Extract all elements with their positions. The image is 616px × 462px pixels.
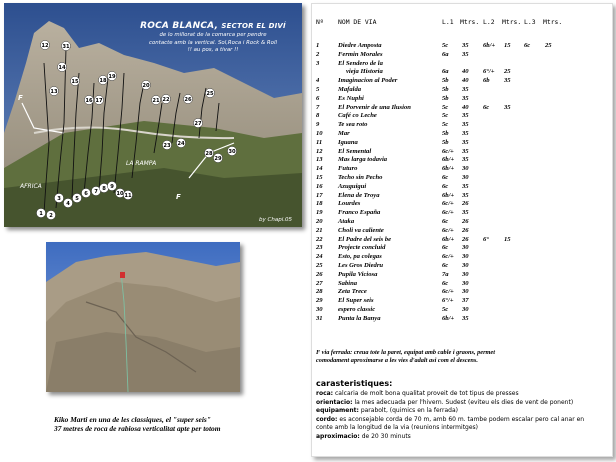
cell-l1: 6c — [442, 244, 449, 252]
cell-l1: 5b — [442, 94, 449, 102]
cell-n: 31 — [316, 314, 323, 322]
cell-name: Projecte concluid — [338, 244, 386, 252]
cell-m1: 30 — [462, 306, 469, 313]
cell-name: Les Gros Diedru — [338, 262, 384, 269]
cell-m2: 35 — [504, 77, 511, 85]
cell-l1: 5c — [442, 121, 449, 129]
characteristics-title: carasteristiques: — [316, 379, 393, 388]
cell-l1: 6b/+ — [442, 314, 455, 322]
cell-name: Mafalda — [338, 86, 362, 93]
label-africa: AFRICA — [20, 183, 42, 190]
cell-l1: 5b — [442, 77, 449, 85]
cell-m1: 35 — [462, 182, 469, 190]
cell-m1: 35 — [462, 191, 469, 199]
cell-name: Sabina — [338, 279, 358, 287]
cell-n: 16 — [316, 182, 323, 190]
cell-l1: 6c — [442, 279, 449, 287]
characteristic-text: conte amb la longitud de la via (reunions intermitges) — [316, 424, 479, 432]
cell-l2: 6b — [483, 77, 490, 85]
route-marker-number: 12 — [41, 42, 49, 49]
route-marker-number: 30 — [228, 148, 236, 155]
cell-m1: 37 — [462, 297, 469, 305]
cell-m2: 25 — [504, 68, 511, 76]
cell-n: 27 — [316, 279, 323, 287]
cell-m1: 30 — [462, 165, 469, 173]
cell-l2: 6b/+ — [483, 42, 496, 49]
cell-l1: 6a — [442, 68, 449, 76]
cell-n: 1 — [316, 42, 320, 49]
cell-n: 3 — [316, 59, 320, 67]
cell-n: 19 — [316, 209, 323, 217]
route-marker-number: 24 — [177, 140, 185, 147]
cell-m2: 15 — [504, 235, 511, 243]
route-marker-number: 19 — [108, 73, 116, 80]
cell-l2: 6°/+ — [483, 68, 495, 76]
route-marker-number: 7 — [94, 188, 98, 195]
header-l1: L.1 — [442, 18, 454, 26]
cell-m1: 40 — [462, 103, 469, 111]
cell-m1: 35 — [462, 112, 469, 120]
route-marker-number: 3 — [57, 195, 61, 202]
climber-illustration — [46, 242, 240, 392]
cell-n: 15 — [316, 174, 323, 181]
cell-name: Ataka — [338, 218, 355, 225]
cell-name: Techo sin Pecho — [338, 174, 383, 181]
cell-l1: 6b/+ — [442, 165, 455, 173]
note-line-2: comodament aproximarse a les vies d'adalt asi com el descens. — [316, 357, 478, 364]
cell-m2: 35 — [504, 103, 511, 111]
header-number: Nº — [316, 18, 324, 26]
route-marker-number: 8 — [102, 185, 106, 192]
route-marker-number: 26 — [184, 96, 192, 103]
characteristic-line — [316, 424, 610, 432]
cell-n: 29 — [316, 297, 323, 305]
route-marker-number: 31 — [62, 43, 70, 50]
route-marker-number: 6 — [84, 190, 88, 197]
cell-l1: 6c/+ — [442, 200, 454, 208]
cell-m1: 35 — [462, 94, 469, 102]
cell-n: 13 — [316, 156, 323, 164]
route-marker-number: 2 — [49, 212, 53, 219]
route-marker-number: 1 — [39, 210, 43, 217]
cell-l1: 6c — [442, 262, 449, 269]
cell-n: 21 — [316, 226, 323, 234]
cell-l1: 5c — [442, 306, 449, 313]
characteristic-text: de 20 30 minuts — [359, 433, 411, 440]
route-marker-number: 17 — [95, 97, 103, 104]
route-marker-number: 14 — [58, 64, 66, 71]
cell-m2: 15 — [504, 42, 511, 49]
route-marker-number: 11 — [124, 192, 132, 199]
cell-name: El Super seis — [338, 297, 374, 305]
cell-name: Choli va caliente — [338, 226, 384, 234]
route-marker-number: 10 — [116, 190, 124, 197]
characteristic-key: roca: — [316, 390, 334, 397]
topo-title — [124, 21, 302, 54]
cell-name: espero classic — [338, 306, 376, 313]
cell-l1: 7a — [442, 270, 449, 278]
route-marker-number: 25 — [206, 90, 214, 97]
cell-l1: 5b — [442, 130, 449, 137]
topo-subtitle-2: contacte amb la vertical. Sol,Roca i Rock & Roll — [149, 39, 277, 46]
cell-m1: 35 — [462, 156, 469, 164]
header-name: NOM DE VIA — [338, 18, 377, 26]
cell-n: 24 — [316, 253, 323, 261]
cell-l1: 6c — [442, 174, 449, 181]
cell-m1: 30 — [462, 270, 469, 278]
cell-n: 20 — [316, 218, 323, 225]
cell-name: Iguana — [338, 138, 358, 146]
characteristic-line — [316, 399, 610, 407]
route-marker-number: 9 — [110, 183, 114, 190]
cell-l2: 6c — [483, 103, 490, 111]
cell-name: Café co Leche — [338, 112, 377, 120]
cell-l1: 6c/+ — [442, 288, 454, 296]
header-mtrs-2: Mtrs. — [502, 18, 522, 26]
cell-m1: 26 — [462, 200, 469, 208]
cell-n: 14 — [316, 165, 323, 173]
route-marker-number: 22 — [162, 96, 170, 103]
route-marker-number: 18 — [99, 77, 107, 84]
topo-photo — [4, 3, 302, 227]
route-marker-number: 27 — [194, 120, 202, 127]
route-marker-number: 5 — [75, 195, 79, 202]
cell-name: Pupila Viciosa — [338, 270, 378, 278]
topo-subtitle-3: !! au pos, a tivar !! — [187, 47, 239, 53]
cell-m1: 35 — [462, 209, 469, 217]
label-ferrada-2: F — [176, 193, 181, 201]
cell-m1: 30 — [462, 288, 469, 296]
cell-name: Lourdes — [338, 200, 361, 208]
characteristic-text: es aconsejable corda de 70 m, amb 60 m. tambe podem escalar pero cal anar en — [337, 415, 585, 423]
header-l3: L.3 — [524, 18, 536, 26]
topo-title-sector: SECTOR EL DIVÍ — [221, 22, 286, 30]
route-marker-number: 29 — [214, 155, 222, 162]
cell-m1: 26 — [462, 226, 469, 234]
cell-name: Zeta Trece — [338, 288, 367, 296]
cell-l1: 6a — [442, 50, 449, 58]
cell-name: El Semental — [338, 147, 372, 155]
characteristic-line — [316, 433, 610, 441]
cell-l1: 6°/+ — [442, 297, 454, 305]
cell-name: Azuguigui — [338, 182, 367, 190]
cell-n: 18 — [316, 200, 323, 208]
cell-n: 4 — [316, 77, 320, 85]
cell-l1: 5c — [442, 103, 449, 111]
cell-l1: 6c/+ — [442, 147, 454, 155]
cell-m1: 40 — [462, 77, 469, 85]
cell-m1: 30 — [462, 174, 469, 181]
characteristic-text: la mes adecuada per l'hivern. Sudest (eviteu els dies de vent de ponent) — [352, 398, 574, 406]
cell-name: Franco España — [338, 209, 381, 217]
characteristic-key: equipament: — [316, 407, 359, 415]
cell-name: Mas larga todavia — [338, 156, 388, 164]
characteristic-key: cordo: — [316, 415, 338, 423]
route-marker-number: 28 — [205, 150, 213, 157]
cell-m1: 35 — [462, 314, 469, 322]
cell-l1: 6c — [442, 218, 449, 225]
cell-name: Punta la Banya — [338, 314, 381, 322]
cell-l1: 6c — [442, 182, 449, 190]
route-marker-number: 23 — [163, 142, 171, 149]
topo-subtitle-1: de lo millorat de la comarca per pendre — [159, 32, 267, 38]
route-marker-number: 16 — [85, 97, 93, 104]
characteristic-key: aproximacio: — [316, 433, 360, 440]
cell-n: 7 — [316, 103, 320, 111]
climber-figure — [120, 272, 125, 278]
header-l2: L.2 — [483, 18, 495, 26]
cell-l1: 6c/+ — [442, 253, 454, 261]
cell-m1: 30 — [462, 244, 469, 252]
cell-m1: 30 — [462, 262, 469, 269]
cell-n: 23 — [316, 244, 323, 252]
header-mtrs-1: Mtrs. — [460, 18, 480, 26]
cell-n: 6 — [316, 94, 320, 102]
topo-title-main: ROCA BLANCA, — [140, 21, 219, 31]
cell-m1: 30 — [462, 279, 469, 287]
cell-l1: 6b/+ — [442, 235, 455, 243]
cell-l1: 5b — [442, 138, 449, 146]
cell-l1: 6b/+ — [442, 156, 455, 164]
cell-n: 11 — [316, 138, 323, 146]
cell-n: 26 — [316, 270, 323, 278]
cell-name: Mar — [338, 130, 350, 137]
cell-n: 9 — [316, 121, 320, 129]
route-marker-number: 20 — [142, 82, 150, 89]
cell-name: Futuro — [338, 165, 358, 173]
cell-m1: 35 — [462, 138, 469, 146]
characteristic-text: parabolt, (quimics en la ferrada) — [358, 407, 459, 415]
cell-name: Imaginacion al Poder — [338, 77, 398, 85]
characteristic-line — [316, 416, 610, 424]
cell-name: Es Nuphi — [338, 94, 364, 102]
cell-name: Diedre Amposta — [338, 42, 382, 49]
caption-line-1: Kiko Marti en una de les classiques, el "super seis" — [54, 415, 211, 424]
cell-n: 30 — [316, 306, 323, 313]
label-ferrada-1: F — [18, 94, 23, 102]
caption-line-2: 37 metres de roca de rabiosa verticalitat apte per totom — [54, 424, 221, 433]
route-marker-number: 15 — [71, 78, 79, 85]
cell-name: Fermin Morales — [338, 50, 383, 58]
cell-m3: 25 — [545, 42, 552, 49]
cell-n: 2 — [316, 50, 320, 58]
cell-name: Elena de Troya — [338, 191, 380, 199]
cell-n: 5 — [316, 86, 320, 93]
cell-m1: 30 — [462, 253, 469, 261]
cell-l1: 5b — [442, 86, 449, 93]
cell-l1: 6c/+ — [442, 209, 454, 217]
route-marker-number: 13 — [50, 88, 58, 95]
cell-m1: 35 — [462, 147, 469, 155]
topo-credit: by Chapi.05 — [259, 217, 292, 223]
cell-n: 17 — [316, 191, 323, 199]
route-marker-number: 4 — [66, 200, 70, 207]
cell-l1: 6c/+ — [442, 226, 454, 234]
route-marker-number: 21 — [152, 97, 160, 104]
cell-l1: 5c — [442, 112, 449, 120]
cell-name: El Porvenir de una Ilusion — [338, 103, 411, 111]
cell-m1: 40 — [462, 68, 469, 76]
cell-l1: 5c — [442, 42, 449, 49]
cell-name: vieja Historia — [346, 68, 383, 76]
cell-n: 10 — [316, 130, 323, 137]
note-line-1: F via ferrada: creua tote la paret, equipat amb cable i graons, permet — [316, 349, 495, 356]
characteristic-text: calcaria de molt bona qualitat proveit de tot tipus de presses — [333, 390, 519, 397]
route-sheet — [311, 3, 613, 457]
label-rampa: LA RAMPA — [126, 160, 157, 167]
cell-m1: 35 — [462, 86, 469, 93]
climber-photo — [46, 242, 240, 392]
cell-n: 12 — [316, 147, 323, 155]
cell-m1: 26 — [462, 235, 469, 243]
cell-l3: 6c — [524, 42, 531, 49]
cell-m1: 35 — [462, 121, 469, 129]
cell-l1: 6b/+ — [442, 191, 455, 199]
cell-name: Te sea roto — [338, 121, 368, 129]
cell-n: 8 — [316, 112, 320, 120]
cell-name: El Padre del seis be — [338, 235, 392, 243]
cell-n: 22 — [316, 235, 323, 243]
characteristic-line — [316, 390, 610, 398]
ferrada-note — [316, 349, 608, 365]
cell-n: 28 — [316, 288, 323, 296]
cell-name: El Sendero de la — [338, 59, 383, 67]
characteristic-key: orientacio: — [316, 398, 353, 406]
characteristic-line — [316, 407, 610, 415]
cell-l2: 6° — [483, 235, 489, 243]
photo-caption — [54, 415, 304, 433]
cell-n: 25 — [316, 262, 323, 269]
cell-m1: 35 — [462, 42, 469, 49]
header-mtrs-3: Mtrs. — [543, 18, 563, 26]
cell-name: Esto, pa colegas — [338, 253, 382, 261]
cell-m1: 26 — [462, 218, 469, 225]
cell-m1: 35 — [462, 130, 469, 137]
cell-m1: 35 — [462, 50, 469, 58]
